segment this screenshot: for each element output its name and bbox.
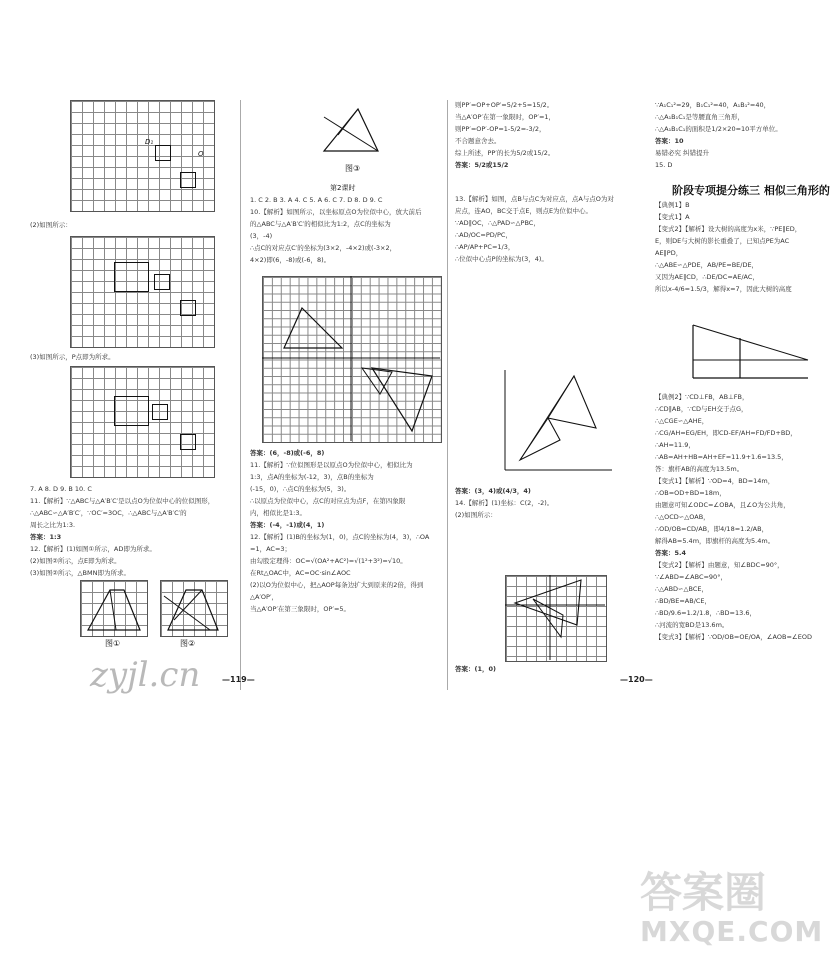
answer-line: 答案：(1，0) [455, 665, 496, 673]
col2-text-b [250, 448, 440, 616]
rect-abcd-3 [114, 396, 149, 426]
answer-line: 答案：(6，-8)或(-6，8) [250, 449, 325, 457]
text-line: 易错必究 纠错提升 [655, 149, 710, 157]
page-number-right: —120— [620, 675, 653, 684]
answer-row: 1. C 2. B 3. A 4. C 5. A 6. C 7. D 8. D 9. C [250, 196, 383, 204]
mxqe-watermark-cn: 答案圈 [640, 868, 767, 917]
text-line: 【变式2】【解析】设大树的高度为x米，∵PE∥ED， [655, 225, 802, 233]
text-line: 13.【解析】如图，点B与点C为对应点，点A与点O为对 [455, 195, 614, 203]
answer-line: 答案：1:3 [30, 533, 62, 541]
trapezoid-figure-2 [160, 580, 226, 635]
text-line: ∴CG/AH=EG/EH，即CD-EF/AH=FD/FD+BD， [655, 429, 797, 437]
middle-text-bot [455, 486, 645, 522]
text-line: 由题意可知∠ODC=∠OBA，且∠O为公共角， [655, 501, 790, 509]
text-line: 内，相似比是1:3。 [250, 509, 306, 517]
text-line: 当△A′OP′在第三象限时，OP′=5。 [250, 605, 351, 613]
section-heading: 阶段专项提分练三 相似三角形的 [672, 184, 830, 197]
answer-row: 7. A 8. D 9. B 10. C [30, 485, 92, 493]
right-text-top [655, 100, 810, 172]
column-divider [240, 100, 241, 690]
text-line: ∴BD/BE=AB/CE， [655, 597, 712, 605]
triangle-figure-3 [318, 105, 398, 160]
text-line: 【典例2】∵CD⊥FB，AB⊥FB， [655, 393, 749, 401]
text-line: ∴△ABC∽△A′B′C′，∵OC′=3OC，∴△ABC与△A′B′C′的 [30, 509, 187, 517]
rect-small [154, 274, 170, 290]
grid-figure-2 [70, 236, 215, 348]
text-line: (3)如图所示，P点即为所求。 [30, 353, 115, 361]
answer-line: 答案：(3，4)或(4/3，4) [455, 487, 531, 495]
text-line: 11.【解析】∵位似图形是以原点O为位似中心，相似比为 [250, 461, 413, 469]
text-line: 12.【解析】(1)B的坐标为(1，0)，点C的坐标为(4，3)，∴OA [250, 533, 430, 541]
col1-text-c [30, 484, 235, 580]
tree-shadow-figure [688, 320, 810, 382]
text-line: △A′OP′， [250, 593, 278, 601]
text-line: ∴BD/9.6=1.2/1.8，∴BD=13.6， [655, 609, 756, 617]
middle-text-top [455, 100, 645, 172]
text-line: ∴△OCD∽△OAB， [655, 513, 710, 521]
text-line: 【变式1】【解析】∵OD=4，BD=14m， [655, 477, 775, 485]
text-line: E，则DE与大树的影长重叠了，已知点PE为AC [655, 237, 790, 245]
trapezoid-figure-1 [80, 580, 146, 635]
text-line: 1:3，点A的坐标为(-12，3)，点B的坐标为 [250, 473, 374, 481]
text-line: ∴OD/OB=CD/AB，即4/18=1.2/AB， [655, 525, 769, 533]
text-line: 当△A′OP′在第一象限时，OP′=1， [455, 113, 556, 121]
fig1-caption: 图① [105, 639, 121, 648]
text-line: =1，AC=3； [250, 545, 292, 553]
text-line: 所以x-4/6=1.5/3，解得x=7，因此大树的高度 [655, 285, 792, 293]
text-line: 由勾股定理得：OC=√(OA²+AC²)=√(1²+3²)=√10。 [250, 557, 407, 565]
mxqe-watermark-url: MXQE.COM [640, 915, 824, 948]
text-line: ∴OB=OD+BD=18m， [655, 489, 726, 497]
text-line: 不合题意舍去。 [455, 137, 501, 145]
left-page [0, 0, 445, 700]
col1-text-b [30, 352, 230, 364]
col2-text-a [250, 195, 440, 267]
text-line: ∴CD∥AB，∵CD与EH交于点G， [655, 405, 748, 413]
text-line: ∴△ABE∽△PDE，AB/PE=BE/DE， [655, 261, 759, 269]
col1-text-a [30, 220, 230, 232]
coordinate-plot-q14 [505, 575, 605, 660]
text-line: 答：旗杆AB的高度为13.5m。 [655, 465, 744, 473]
grid-figure-1 [70, 100, 215, 212]
answer-line: 答案：10 [655, 137, 684, 145]
text-line: ∴△A₁B₁C₁的面积是1/2×20=10平方单位。 [655, 125, 782, 133]
text-line: 应点，连AO，BC交于点E，则点E为位似中心。 [455, 207, 593, 215]
text-line: ∴点C的对应点C′的坐标为(3×2，-4×2)或(-3×2， [250, 244, 397, 252]
text-line: ∴△A₁B₁C₁是等腰直角三角形， [655, 113, 744, 121]
text-line: 在Rt△OAC中，AC=OC·sin∠AOC [250, 569, 351, 577]
square-c1 [155, 145, 171, 161]
answer-line: 答案：5/2或15/2 [455, 161, 509, 169]
text-line: (-15，0)，∴点C的坐标为(5，3)。 [250, 485, 351, 493]
text-line: 则PP′=OP′-OP=1-5/2=-3/2， [455, 125, 546, 133]
text-line: ∵A₁C₁²=29，B₁C₁²=40，A₁B₁²=40， [655, 101, 771, 109]
square-small-3 [180, 434, 196, 450]
text-line: 则PP′=OP+OP′=5/2+5=15/2。 [455, 101, 554, 109]
right-text-bot [655, 392, 810, 644]
text-line: (2)如图②所示，点E即为所求。 [30, 557, 121, 565]
text-line: 的△ABC与△A′B′C′的相似比为1:2，点C的坐标为 [250, 220, 391, 228]
column-divider-2 [447, 100, 448, 690]
text-line: (3，-4) [250, 232, 273, 240]
fig3-caption: 图③ [345, 164, 361, 173]
text-line: 【变式3】【解析】∵OD/OB=OE/OA，∠AOB=∠EOD [655, 633, 812, 641]
text-line: ∴以原点为位似中心，点C的对应点为点F，在第四象限 [250, 497, 406, 505]
page-number-left: —119— [222, 675, 255, 684]
text-line: ∴AD/OC=PD/PC， [455, 231, 512, 239]
text-line: AE∥PD， [655, 249, 683, 257]
rect-abcd [114, 262, 149, 292]
text-line: 11.【解析】∵△ABC与△A′B′C′是以点O为位似中心的位似图形， [30, 497, 215, 505]
text-line: ∵AD∥OC，∴△PAD∽△PBC， [455, 219, 540, 227]
label-o: O [198, 150, 204, 158]
square-small-2 [180, 300, 196, 316]
zyjl-watermark: zyjl.cn [90, 655, 201, 695]
text-line: (2)以O为位似中心，把△AOP每条边扩大到原来的2倍，得到 [250, 581, 424, 589]
text-line: (3)如图②所示，△BMN即为所求。 [30, 569, 130, 577]
text-line: ∵∠ABD=∠ABC=90°， [655, 573, 727, 581]
text-line: 4×2)即(6，-8)或(-6，8)。 [250, 256, 331, 264]
text-line: 周长之比为1:3. [30, 521, 76, 529]
text-line: (2)如图所示： [30, 221, 72, 229]
coordinate-plot-q10 [262, 276, 440, 441]
text-line: 【典例1】B [655, 201, 690, 209]
text-line: ∴位似中心点P的坐标为(3，4)。 [455, 255, 548, 263]
text-line: 15. D [655, 161, 673, 169]
fig2-caption: 图② [180, 639, 196, 648]
text-line: ∴河流的宽BD是13.6m。 [655, 621, 729, 629]
text-line: 解得AB=5.4m，即旗杆的高度为5.4m。 [655, 537, 775, 545]
text-line: 又因为AE∥CD，∴DE/DC=AE/AC， [655, 273, 759, 281]
text-line: ∴△CGE∽△AHE， [655, 417, 709, 425]
answer-line: 答案：(-4，-1)或(4，1) [250, 521, 325, 529]
right-text-mid [655, 200, 810, 296]
text-line: ∴AB=AH+HB=AH+EF=11.9+1.6=13.5， [655, 453, 788, 461]
answer-line: 答案：5.4 [655, 549, 687, 557]
section-title: 第2课时 [330, 184, 356, 192]
text-line: 【变式2】【解析】由题意，知∠BDC=90°， [655, 561, 784, 569]
middle-text-end [455, 664, 645, 676]
text-line: 10.【解析】如图所示，以坐标原点O为位似中心，放大前后 [250, 208, 422, 216]
middle-text-mid [455, 194, 645, 266]
text-line: 14.【解析】(1)坐标：C(2，-2)。 [455, 499, 554, 507]
text-line: ∴AP/AP+PC=1/3， [455, 243, 515, 251]
text-line: ∴AH=11.9， [655, 441, 695, 449]
text-line: 综上所述，PP′的长为5/2或15/2。 [455, 149, 555, 157]
square-c [180, 172, 196, 188]
text-line: 12.【解析】(1)如图①所示，AD即为所求。 [30, 545, 156, 553]
coordinate-plot-q13 [500, 368, 615, 478]
text-line: 【变式1】A [655, 213, 690, 221]
text-line: (2)如图所示： [455, 511, 497, 519]
label-d1: D₁ [145, 138, 154, 146]
rect-small-3 [152, 404, 168, 420]
text-line: ∴△ABD∽△BCE， [655, 585, 708, 593]
